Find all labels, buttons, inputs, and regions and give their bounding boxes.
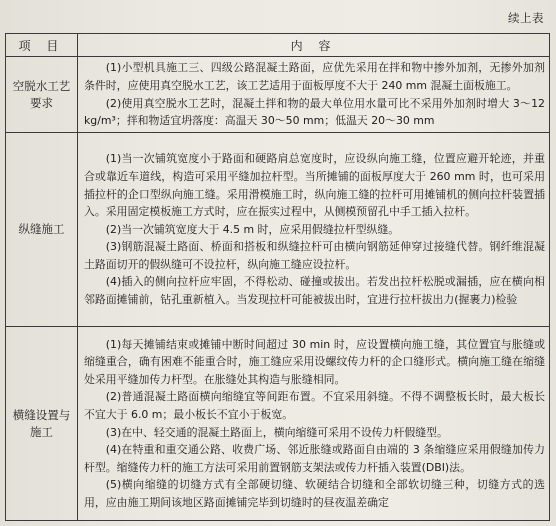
table-row	[6, 57, 550, 133]
paragraph: (1)当一次铺筑宽度小于路面和硬路肩总宽度时，应设纵向施工缝，位置应避开轮迹，并重合或靠近车道线，构造可采用平缝加拉杆型。当所摊铺的面板厚度大于 260 mm 时，也可采用插拉杆的企口型纵向施工缝。采用滑模施工时，纵向施工缝的拉杆可用摊铺机的侧向拉杆装置插入。采用固定模板施工方式时，应在振实过程中，从侧模预留孔中手工插入拉杆。	[84, 152, 545, 219]
continued-label: 续上表	[508, 11, 544, 25]
table-row	[6, 133, 550, 327]
spec-table	[5, 33, 550, 521]
table-header-row	[6, 34, 550, 57]
table-row	[6, 327, 550, 521]
paragraph: (4)插入的侧向拉杆应牢固，不得松动、碰撞或拔出。若发出拉杆松脱或漏插，应在横向相邻路面摊铺前，钻孔重新植入。当发现拉杆可能被拔出时，宜进行拉杆拔出力(握裹力)检验	[84, 275, 545, 307]
paragraph: (5)横向缩缝的切缝方式有全部硬切缝、软硬结合切缝和全部软切缝三种，切缝方式的选用，应由施工期间该地区路面摊铺完毕到切缝时的昼夜温差确定	[84, 478, 545, 509]
paragraph: (2)使用真空脱水工艺时，混凝土拌和物的最大单位用水量可比不采用外加剂时增大 3～12 kg/m³；拌和物适宜坍落度：高温天 30～50 mm；低温天 20～30 mm	[84, 96, 545, 128]
header-content: 内 容	[78, 34, 550, 57]
row-item-transverse-joint: 横缝设置与施工	[6, 327, 78, 521]
paragraph: (1)小型机具施工三、四级公路混凝土路面，应优先采用在拌和物中掺外加剂，无掺外加剂条件时，应使用真空脱水工艺，该工艺适用于面板厚度不大于 240 mm 混凝土面板施工。	[84, 61, 545, 92]
header-item: 项 目	[6, 34, 78, 57]
paragraph: (4)在特重和重交通公路、收费广场、邻近胀缝或路面自由端的 3 条缩缝应采用假缝加传力杆型。缩缝传力杆的施工方法可采用前置钢筋支架法或传力杆插入装置(DBI)法。	[84, 443, 545, 474]
paragraph: (3)在中、轻交通的混凝土路面上，横向缩缝可采用不设传力杆假缝型。	[105, 425, 448, 439]
paragraph: (1)每天摊铺结束或摊铺中断时间超过 30 min 时，应设置横向施工缝，其位置宜与胀缝或缩缝重合，确有困难不能重合时，施工缝应采用设螺纹传力杆的企口缝形式。横向施工缝在缩缝处采用平缝加传力杆型。在胀缝处其构造与胀缝相同。	[84, 337, 545, 386]
paragraph: (2)普通混凝土路面横向缩缝宜等间距布置。不宜采用斜缝。不得不调整板长时，最大板长不宜大于 6.0 m；最小板长不宜小于板宽。	[84, 390, 545, 421]
row-item-vacuum-dewatering: 空脱水工艺要求	[6, 57, 78, 133]
row-content-vacuum-dewatering	[78, 57, 550, 133]
row-item-longitudinal-joint: 纵缝施工	[6, 133, 78, 327]
paragraph: (2)当一次铺筑宽度大于 4.5 m 时，应采用假缝拉杆型纵缝。	[105, 222, 400, 236]
row-content-transverse-joint	[78, 327, 550, 521]
row-content-longitudinal-joint	[78, 133, 550, 327]
paragraph: (3)钢筋混凝土路面、桥面和搭板和纵缝拉杆可由横向钢筋延伸穿过接缝代替。钢纤维混凝土路面切开的假纵缝可不设拉杆，纵向施工缝应设拉杆。	[84, 240, 545, 271]
